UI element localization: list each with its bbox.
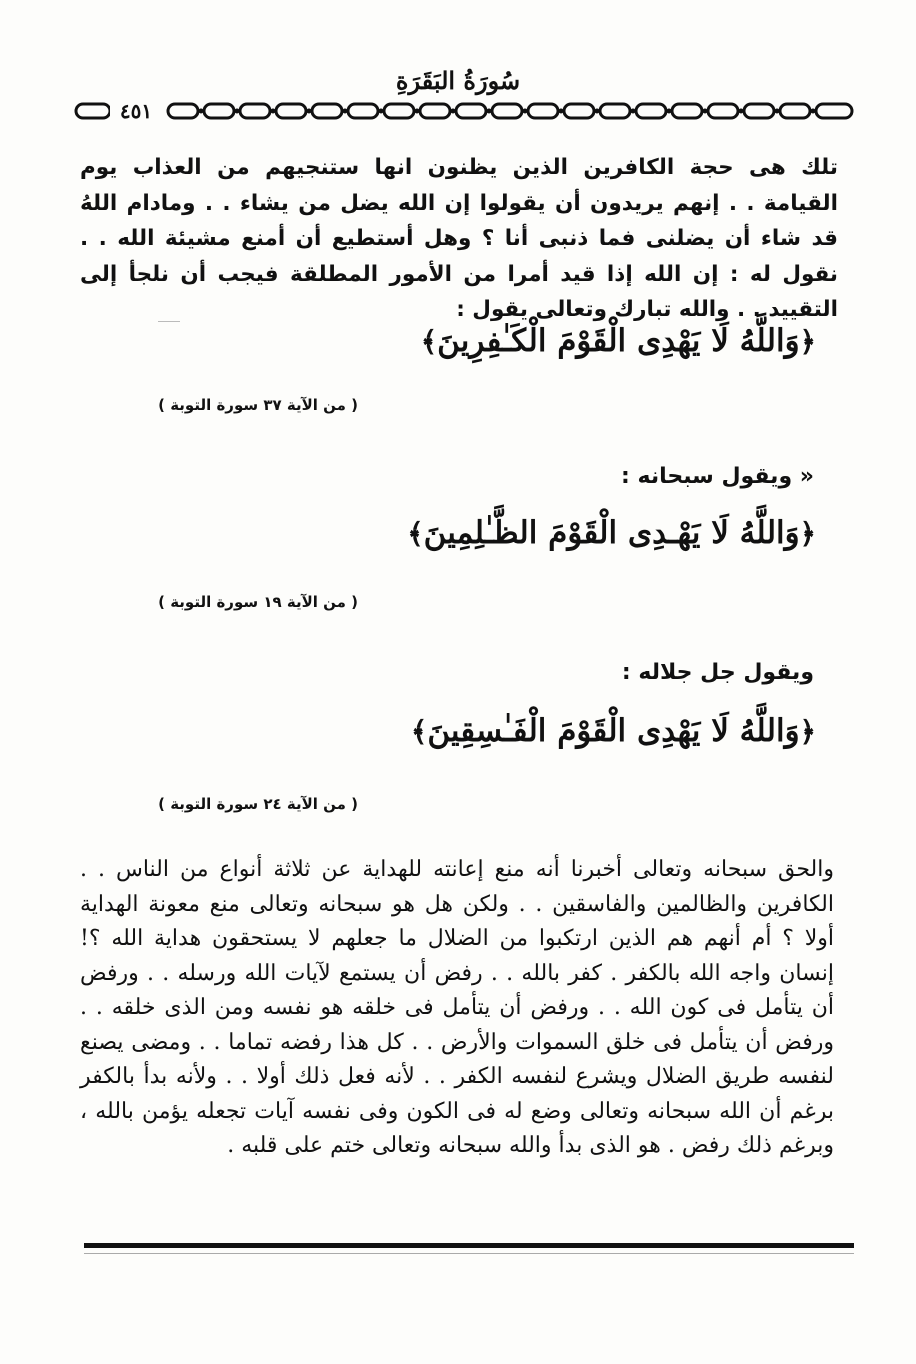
header-border-band <box>72 98 858 126</box>
footer-thin-rule <box>84 1253 854 1254</box>
verse-1-text: وَاللَّهُ لَا يَهْدِى الْقَوْمَ الْكَـٰفِرِينَ <box>437 323 800 359</box>
verse-close-ornament: ﴾ <box>407 517 424 550</box>
paragraph-1: تلك هى حجة الكافرين الذين يظنون انها ستنجيهم من العذاب يوم القيامة . . إنهم يريدون أن يقولوا إن الله يضل من يشاء . . ومادام اللهُ قد شاء أن يضلنى فما ذنبى أنا ؟ وهل أستطيع أن أمنع مشيئة الله . . نقول له : إن الله إذا قيد أمرا من الأمور المطلقة فيجب أن نلجأ إلى التقييد . . والله تبارك وتعالى يقول : <box>80 155 838 322</box>
reference-3: ( من الآية ٢٤ سورة التوبة ) <box>158 795 358 813</box>
surah-title: سُورَةُ البَقَرَةِ <box>395 66 521 95</box>
reference-1: ( من الآية ٣٧ سورة التوبة ) <box>158 396 358 414</box>
verse-close-ornament: ﴾ <box>410 715 428 748</box>
verse-close-ornament: ﴾ <box>420 325 438 358</box>
verse-3 <box>411 713 816 749</box>
verse-2-text: وَاللَّهُ لَا يَهْـدِى الْقَوْمَ الظَّـٰلِمِينَ <box>423 515 800 551</box>
reference-2: ( من الآية ١٩ سورة التوبة ) <box>158 593 358 611</box>
verse-open-ornament: ﴿ <box>799 715 816 748</box>
page-number: ٤٥١ <box>110 98 162 124</box>
verse-open-ornament: ﴿ <box>799 325 816 358</box>
verse-3-text: وَاللَّهُ لَا يَهْدِى الْقَوْمَ الْفَـٰسِقِينَ <box>427 713 800 749</box>
intro-2: « ويقول سبحانه : <box>621 464 814 489</box>
verse-1 <box>421 323 816 359</box>
stray-mark <box>158 321 180 322</box>
paragraph-2: والحق سبحانه وتعالى أخبرنا أنه منع إعانته للهداية عن ثلاثة أنواع من الناس . . الكافرين والظالمين والفاسقين . . ولكن هل هو سبحانه وتعالى منع معونة الهداية أولا ؟ أم أنهم هم الذين ارتكبوا من الضلال ما جعلهم لا يستحقون هداية الله ؟! إنسان واجه الله بالكفر . كفر بالله . . رفض أن يستمع لآيات الله ورسله . . ورفض أن يتأمل فى كون الله . . ورفض أن يتأمل فى خلقه هو نفسه ومن الذى خلقه . . ورفض أن يتأمل فى خلق السموات والأرض . . كل هذا رفضه تماما . . ومضى يصنع لنفسه طريق الضلال ويشرع لنفسه الكفر . . لأنه فعل ذلك أولا . . ولأنه بدأ بالكفر برغم أن الله سبحانه وتعالى وضع له فى الكون وفى نفسه آيات تجعله يؤمن بالله ، وبرغم ذلك رفض . هو الذى بدأ والله سبحانه وتعالى ختم على قلبه . <box>80 857 834 1158</box>
verse-open-ornament: ﴿ <box>799 517 816 550</box>
footer-rule <box>84 1243 854 1248</box>
verse-2 <box>407 515 816 551</box>
intro-3: ويقول جل جلاله : <box>621 660 814 685</box>
